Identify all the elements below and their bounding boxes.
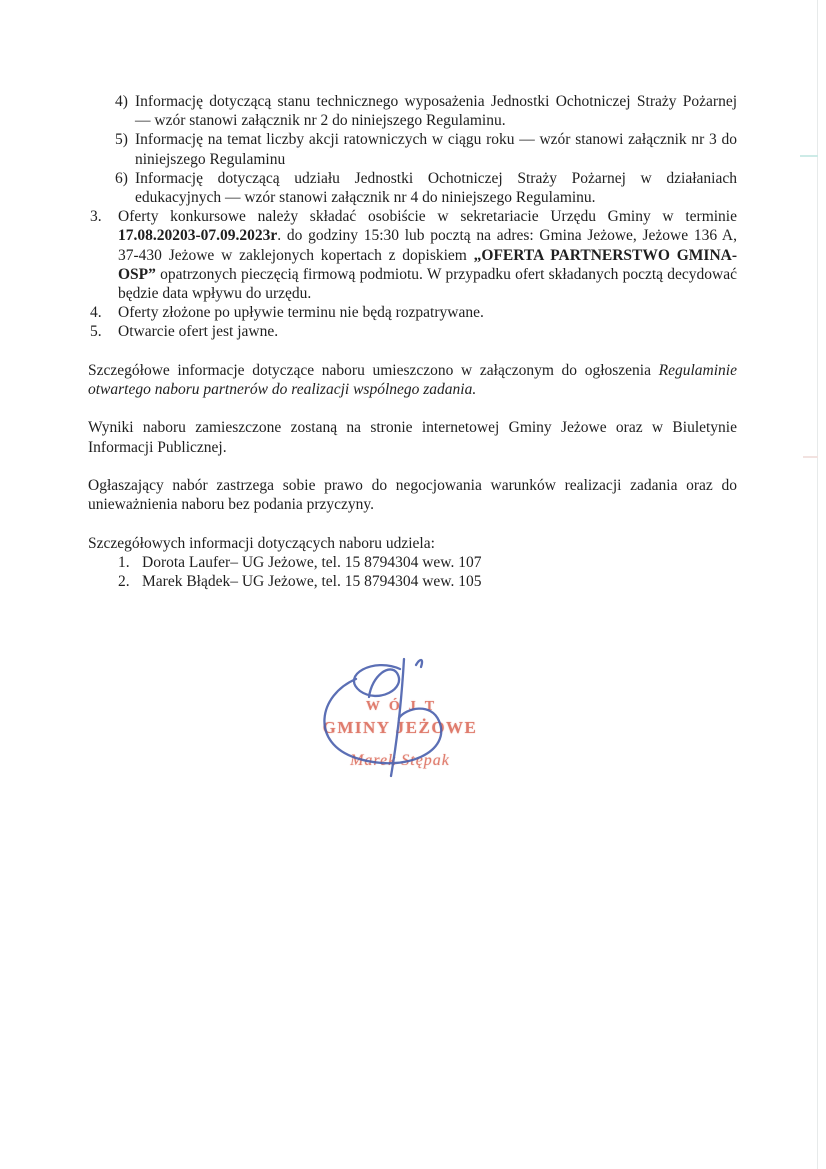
stamp-name: Marek Stępak	[350, 752, 450, 769]
contact-item	[88, 553, 737, 572]
scan-edge-line	[817, 0, 818, 1169]
list-item-text: Informację dotyczącą stanu technicznego wyposażenia Jednostki Ochotniczej Straży Pożarnej — wzór stanowi załącznik nr 2 do niniejszego Regulaminu.	[135, 93, 737, 130]
list-item-3	[88, 207, 737, 303]
stamp-title-line: WÓJT	[365, 699, 444, 714]
contacts-intro: Szczegółowych informacji dotyczących naboru udziela:	[88, 534, 435, 552]
list-item-text: Oferty złożone po upływie terminu nie będą rozpatrywane.	[118, 304, 484, 322]
scan-artifact-tick	[800, 155, 818, 157]
signature-upper-loop	[354, 665, 400, 697]
list-marker: 6)	[115, 169, 128, 187]
list-item-text: Informację dotyczącą udziału Jednostki Ochotniczej Straży Pożarnej w działaniach edukacyjnych — wzór stanowi załącznik nr 4 do niniejszego Regulaminu.	[135, 169, 737, 207]
list-marker: 5)	[115, 131, 128, 149]
regulation-title: Regulaminie otwartego naboru partnerów do realizacji wspólnego zadania.	[88, 361, 737, 399]
list-item-4	[88, 303, 737, 322]
list-marker: 2.	[118, 573, 130, 591]
list-marker: 4)	[115, 93, 128, 110]
list-marker: 3.	[90, 208, 102, 226]
document-content	[88, 92, 737, 591]
contact-text: Dorota Laufer– UG Jeżowe, tel. 15 8794304 wew. 107	[142, 553, 482, 571]
list-item-5	[88, 322, 737, 341]
paragraph-details	[88, 361, 737, 399]
paragraph-text: Szczegółowe informacje dotyczące naboru umieszczono w załączonym do ogłoszenia	[88, 361, 659, 379]
stamp-title-line: GMINY JEŻOWE	[322, 718, 478, 737]
deadline-dates: 17.08.20203-07.09.2023r	[118, 227, 278, 245]
scan-artifact-tick	[803, 456, 818, 458]
list-marker: 4.	[90, 304, 102, 322]
list-item-text: Oferty konkursowe należy składać osobiście w sekretariacie Urzędu Gminy w terminie	[118, 208, 737, 226]
list-marker: 5.	[90, 323, 102, 341]
list-item-5-paren	[88, 130, 737, 168]
list-item-text: opatrzonych pieczęcią firmową podmiotu. W przypadku ofert składanych pocztą decydować będzie data wpływu do urzędu.	[118, 265, 737, 303]
paragraph-disclaimer: Ogłaszający nabór zastrzega sobie prawo do negocjowania warunków realizacji zadania oraz do unieważnienia naboru bez podania przyczyny.	[88, 477, 737, 514]
envelope-label: „OFERTA PARTNERSTWO GMINA-OSP”	[118, 246, 737, 283]
contact-text: Marek Błądek– UG Jeżowe, tel. 15 8794304 wew. 105	[142, 573, 482, 591]
list-item-text: Informację na temat liczby akcji ratowniczych w ciągu roku — wzór stanowi załącznik nr 3 do niniejszego Regulaminu	[135, 131, 737, 168]
signature-apostrophe-tick	[416, 660, 422, 667]
list-marker: 1.	[118, 553, 130, 571]
contact-item	[88, 572, 737, 591]
signature-lower-bowl	[324, 679, 441, 763]
list-item-4-paren	[88, 92, 737, 130]
handwritten-signature-ink	[310, 655, 470, 790]
list-item-text: Otwarcie ofert jest jawne.	[118, 323, 279, 341]
list-item-text: . do godziny 15:30 lub pocztą na adres: Gmina Jeżowe, Jeżowe 136 A, 37-430 Jeżowe w zaklejonych kopertach z dopiskiem	[118, 227, 737, 264]
list-item-6-paren	[88, 169, 737, 207]
paragraph-results: Wyniki naboru zamieszczone zostaną na stronie internetowej Gminy Jeżowe oraz w Biuletynie Informacji Publicznej.	[88, 419, 737, 456]
